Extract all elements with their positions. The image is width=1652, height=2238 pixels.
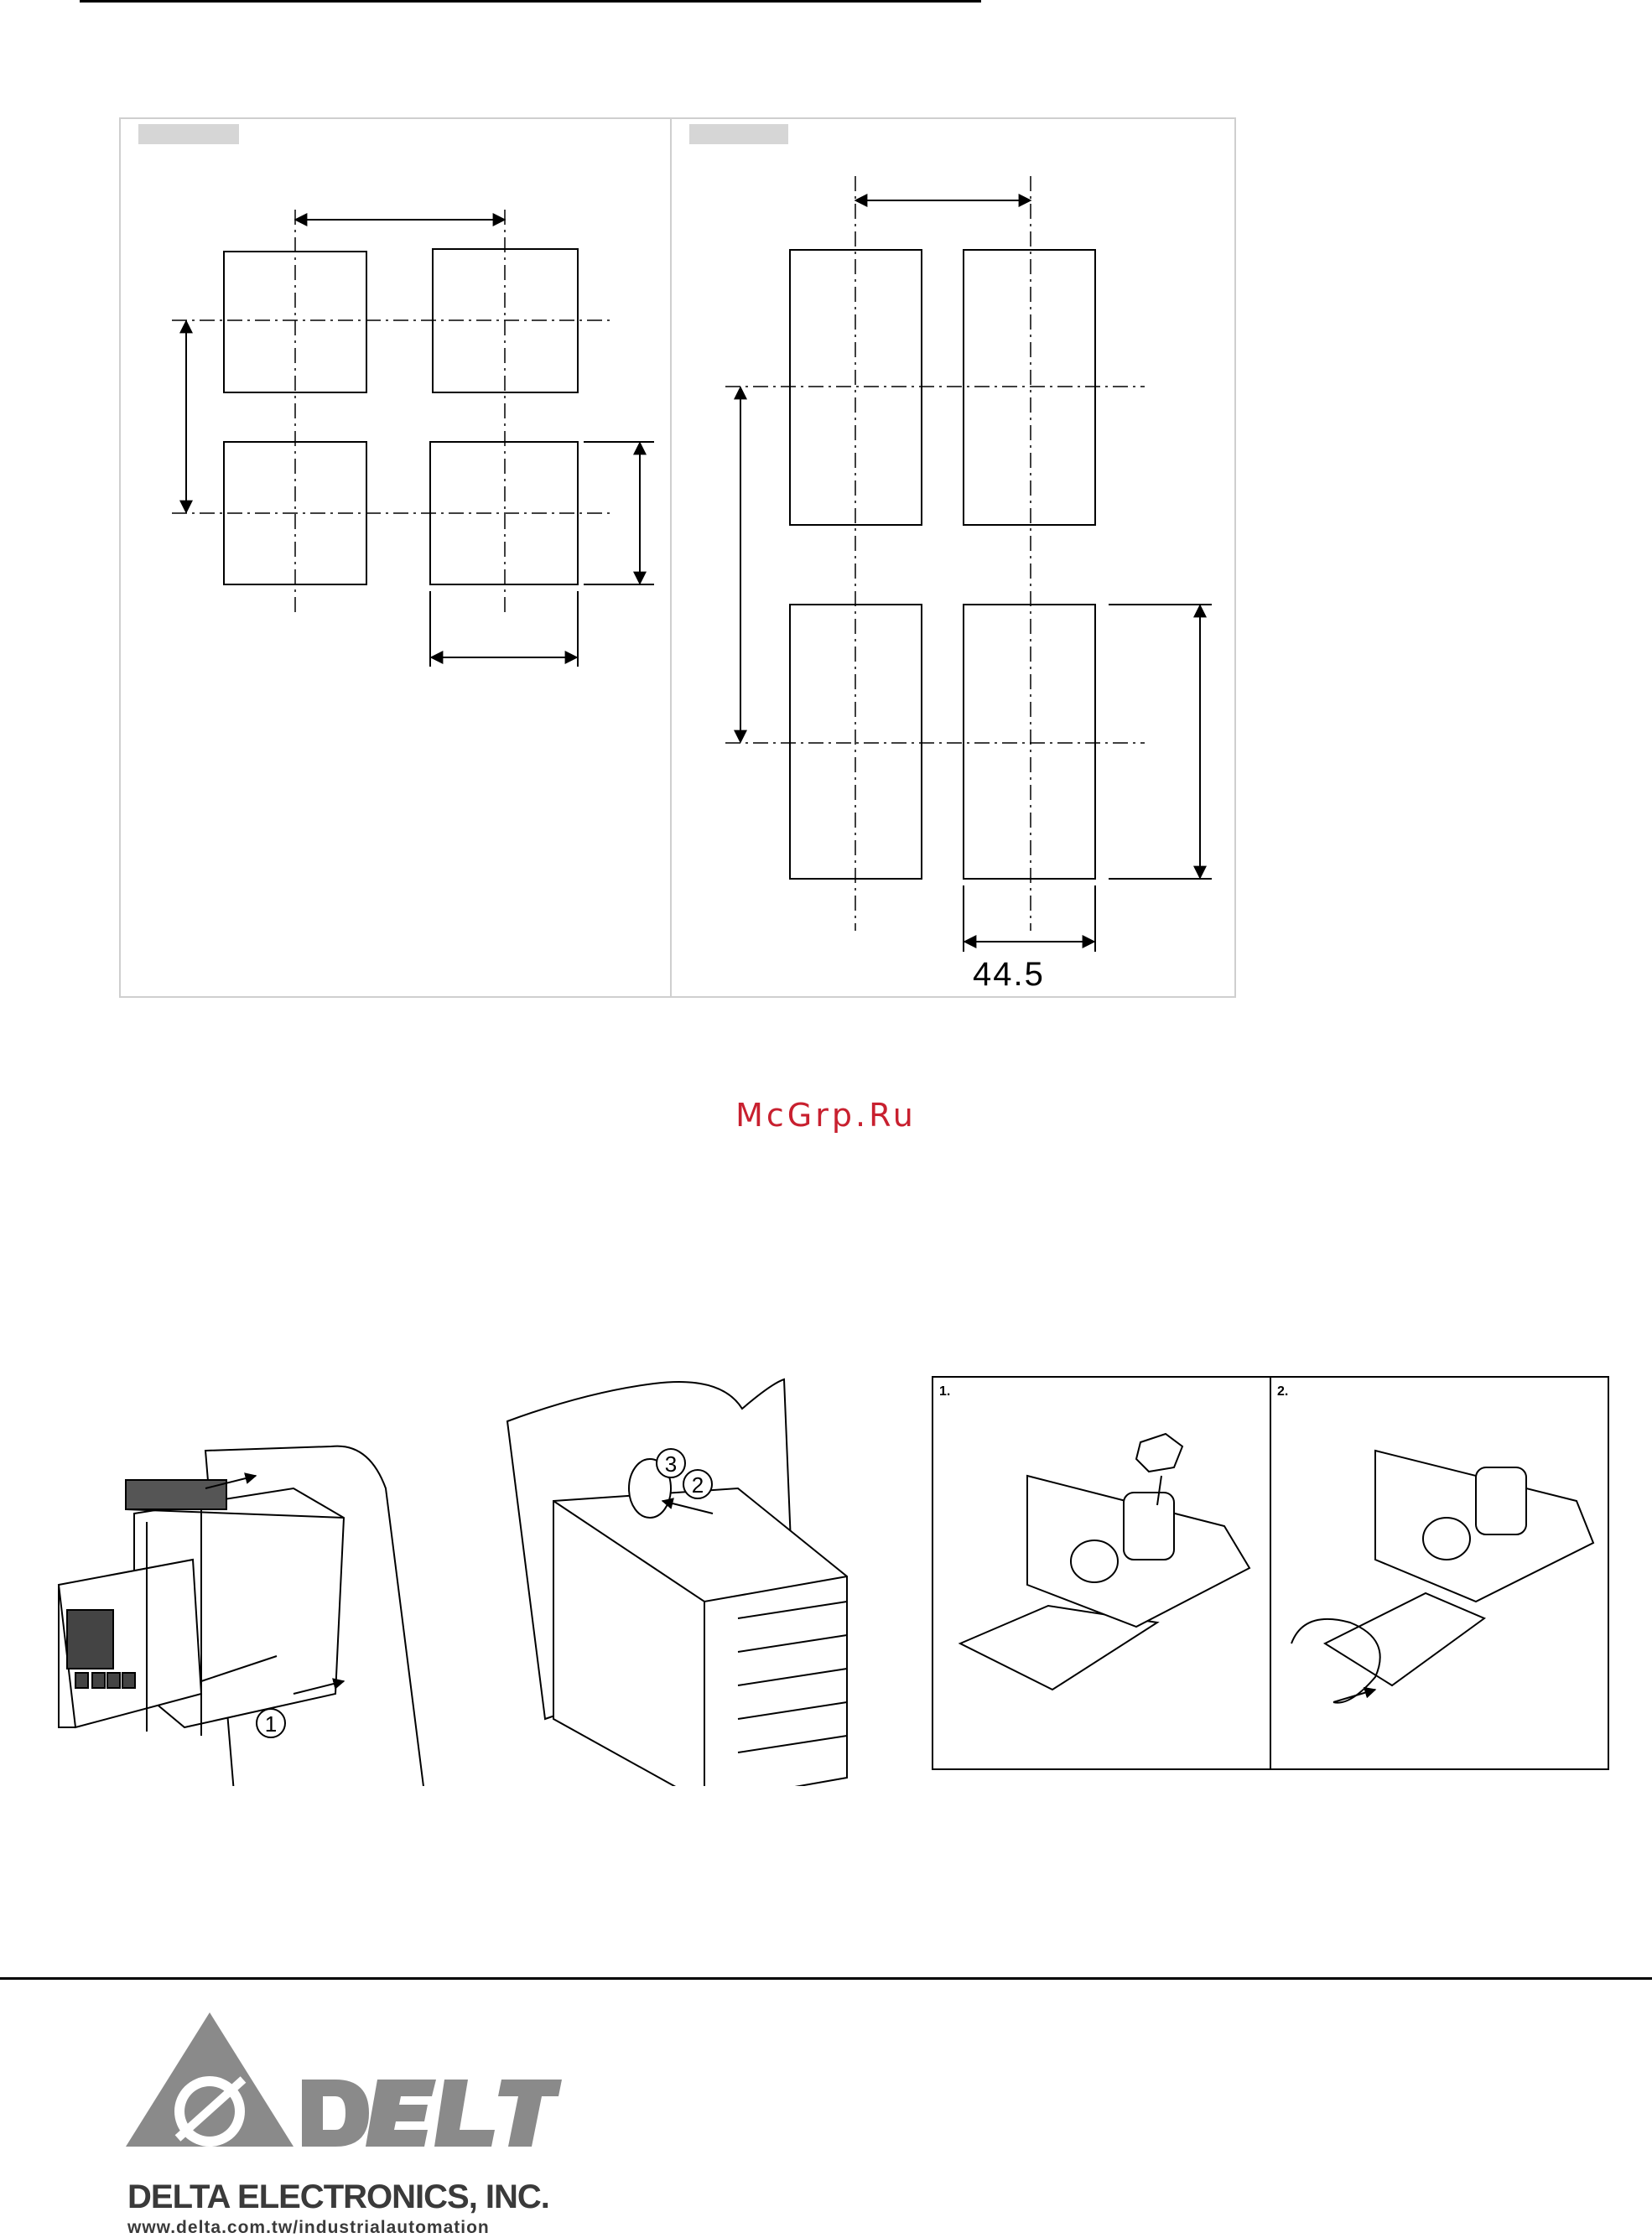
delta-logo: [126, 2012, 562, 2180]
company-website[interactable]: www.delta.com.tw/industrialautomation: [127, 2218, 490, 2237]
footer-rule: [0, 1977, 1652, 1980]
mounting-illustrations: [0, 1333, 1652, 1786]
watermark: McGrp.Ru: [735, 1097, 917, 1134]
bracket-step-2-label: 2.: [1277, 1384, 1289, 1399]
bracket-step-1-label: 1.: [939, 1384, 951, 1399]
cutout-drawings: [0, 0, 1652, 1006]
callout-1: 1: [264, 1711, 278, 1737]
bracket-steps-panel: [932, 1377, 1608, 1769]
company-name: DELTA ELECTRONICS, INC.: [127, 2178, 549, 2215]
right-cutout-diagram: [725, 176, 1212, 952]
callout-2: 2: [691, 1472, 704, 1498]
callout-3: 3: [664, 1451, 678, 1477]
dimension-label-width: 44.5: [973, 956, 1045, 993]
bracket-screw-illustration: [507, 1379, 847, 1786]
controller-insert-illustration: [59, 1446, 428, 1786]
left-cutout-diagram: [172, 210, 654, 667]
